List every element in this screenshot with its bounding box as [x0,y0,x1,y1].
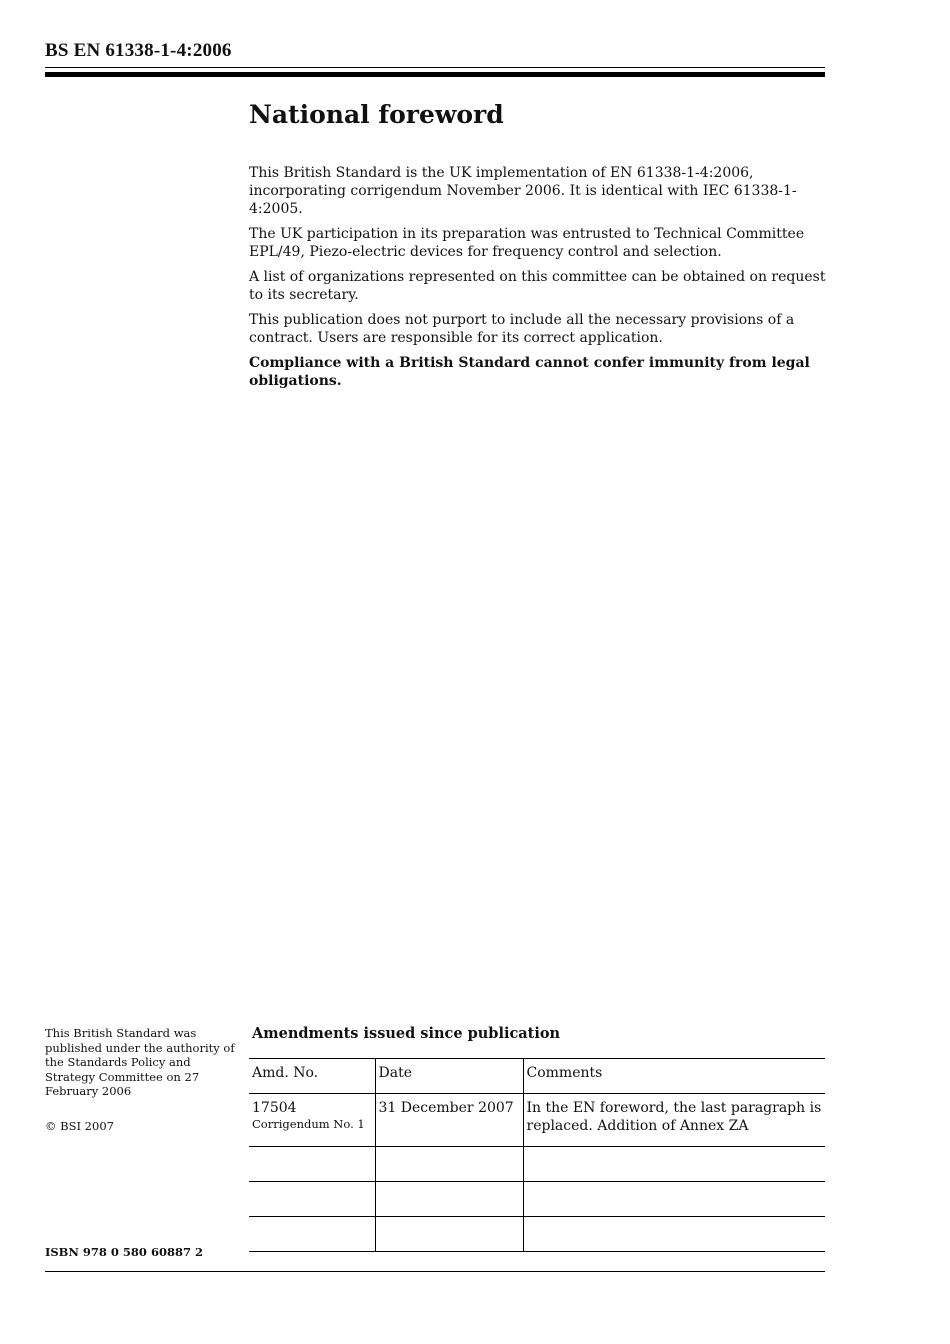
header-rule-thin [45,67,825,68]
column-header-comments: Comments [523,1059,825,1094]
amd-no-cell [249,1094,375,1147]
comments-cell: In the EN foreword, the last paragraph is replaced. Addition of Annex ZA [523,1094,825,1147]
amendments-heading: Amendments issued since publication [252,1025,561,1042]
foreword-body [249,164,834,397]
table-row-empty [249,1147,825,1182]
amd-sub: Corrigendum No. 1 [252,1117,365,1131]
date-cell: 31 December 2007 [375,1094,523,1147]
foreword-paragraph: A list of organizations represented on this committee can be obtained on request to its secretary. [249,269,826,303]
amendments-table [249,1058,825,1252]
foreword-paragraph: This British Standard is the UK implementation of EN 61338-1-4:2006, incorporating corrigendum November 2006. It is identical with IEC 61338-1-4:2005. [249,165,797,217]
table-header-row [249,1059,825,1094]
table-row-empty [249,1217,825,1252]
authority-note: This British Standard was published under the authority of the Standards Policy and Strategy Committee on 27 February 2006 [45,1026,235,1098]
isbn: ISBN 978 0 580 60887 2 [45,1245,203,1259]
footer-rule [45,1271,825,1272]
copyright-notice: © BSI 2007 [45,1119,114,1133]
amd-no: 17504 [252,1100,297,1116]
column-header-amd-no: Amd. No. [249,1059,375,1094]
compliance-note: Compliance with a British Standard cannot confer immunity from legal obligations. [249,355,810,389]
table-row-empty [249,1182,825,1217]
column-header-date: Date [375,1059,523,1094]
standard-number: BS EN 61338-1-4:2006 [45,40,232,61]
header-rule-thick [45,72,825,77]
page-title: National foreword [249,100,504,129]
table-row [249,1094,825,1147]
foreword-paragraph: The UK participation in its preparation was entrusted to Technical Committee EPL/49, Piezo-electric devices for frequency control and selection. [249,226,805,260]
foreword-paragraph: This publication does not purport to include all the necessary provisions of a contract. Users are responsible for its correct application. [249,312,795,346]
